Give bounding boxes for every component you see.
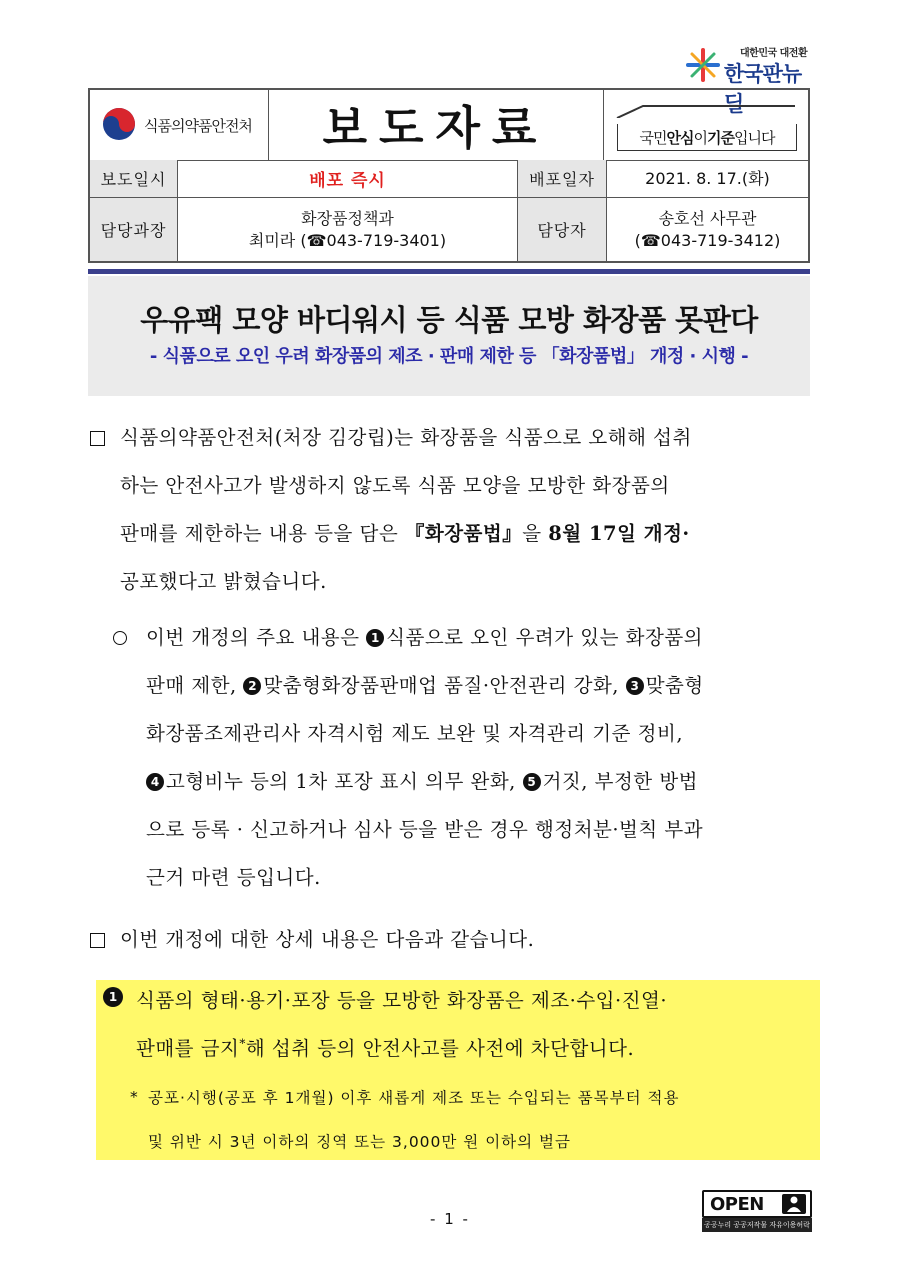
p1-line-3	[120, 518, 690, 546]
footnote-marker: *	[239, 1036, 246, 1051]
item-1-number	[103, 985, 125, 1008]
person-label: 담당자	[518, 198, 607, 261]
headline-block	[88, 276, 810, 396]
p2-line-1-post: 식품으로 오인 우려가 있는 화장품의	[386, 626, 704, 649]
slogan-text	[617, 124, 797, 151]
checkbox-bullet-icon	[90, 431, 105, 446]
p2-line-4-post: 거짓, 부정한 방법	[542, 770, 699, 793]
manager-label: 담당과장	[90, 198, 178, 261]
person-info	[607, 198, 808, 261]
release-value: 배포 즉시	[178, 160, 518, 198]
newdeal-logo	[686, 44, 816, 116]
newdeal-big-text: 한국판뉴딜	[724, 62, 802, 116]
attribution-person-icon	[782, 1194, 806, 1214]
p2-line-2-mid: 맞춤형화장품판매업 품질·안전관리 강화,	[263, 674, 626, 697]
number-2-icon: 2	[243, 677, 261, 695]
footnote-line-1: 공포·시행(공포 후 1개월) 이후 새롭게 제조 또는 수입되는 품목부터 적용	[148, 1089, 680, 1107]
person-name: 송호선 사무관	[658, 208, 757, 228]
amendment-date: 8월 17일 개정·	[548, 522, 690, 545]
p2-line-6: 근거 마련 등입니다.	[146, 866, 321, 889]
p1-line-4: 공포했다고 밝혔습니다.	[120, 570, 327, 593]
manager-info	[178, 198, 518, 261]
header-title-row	[90, 90, 808, 161]
badge-top	[702, 1190, 812, 1218]
item-1-line-1: 식품의 형태·용기·포장 등을 모방한 화장품은 제조·수입·진열·	[136, 989, 668, 1012]
p2-line-1-pre: 이번 개정의 주요 내용은	[146, 626, 367, 649]
date-value: 2021. 8. 17.(화)	[607, 160, 808, 198]
divider	[603, 90, 604, 160]
number-3-icon: 3	[626, 677, 644, 695]
item-1-line-2-post: 해 섭취 등의 안전사고를 사전에 차단합니다.	[245, 1037, 635, 1060]
p2-line-2-pre: 판매 제한,	[146, 674, 244, 697]
item-1-line-2	[136, 1033, 634, 1061]
footnote-line-2: 및 위반 시 3년 이하의 징역 또는 3,000만 원 이하의 벌금	[148, 1133, 571, 1151]
p2-line-4	[146, 766, 698, 794]
open-label: OPEN	[710, 1194, 764, 1215]
p1-line-3-mid: 을	[522, 522, 549, 545]
headline-rule	[88, 269, 810, 274]
page-number: - 1 -	[430, 1210, 470, 1228]
number-1-icon: 1	[366, 629, 384, 647]
number-4-icon: 4	[146, 773, 164, 791]
slogan-mid: 이	[693, 128, 707, 147]
agency-name: 식품의약품안전처	[144, 117, 252, 135]
p1-line-2: 하는 안전사고가 발생하지 않도록 식품 모양을 모방한 화장품의	[120, 474, 670, 497]
person-contact: (☎043-719-3412)	[634, 230, 781, 250]
government-emblem-icon	[102, 107, 136, 141]
p1-line-1: 식품의약품안전처(처장 김강립)는 화장품을 식품으로 오해해 섭취	[120, 426, 692, 449]
number-1-icon: 1	[103, 987, 123, 1007]
document-title: 보도자료	[322, 101, 549, 155]
manager-contact: 최미라 (☎043-719-3401)	[248, 230, 447, 250]
p1-line-3-pre: 판매를 제한하는 내용 등을 담은	[120, 522, 405, 545]
headline: 우유팩 모양 바디워시 등 식품 모방 화장품 못판다	[140, 303, 758, 337]
slogan-bold1: 안심	[666, 128, 694, 147]
date-label: 배포일자	[518, 160, 607, 198]
newdeal-star-icon	[686, 48, 720, 82]
footnote-mark: *	[130, 1088, 139, 1106]
roof-icon	[613, 104, 799, 118]
p3-line-1: 이번 개정에 대한 상세 내용은 다음과 같습니다.	[120, 928, 535, 951]
newdeal-small-text: 대한민국 대전환	[740, 48, 808, 59]
number-5-icon: 5	[523, 773, 541, 791]
p2-line-2-post: 맞춤형	[645, 674, 704, 697]
p2-line-1	[146, 622, 703, 650]
badge-caption: 공공누리 공공저작물 자유이용허락	[702, 1218, 812, 1232]
checkbox-bullet-icon	[90, 933, 105, 948]
item-1-line-2-pre: 판매를 금지	[136, 1037, 240, 1060]
kogl-open-badge	[702, 1190, 814, 1232]
press-header-table	[88, 88, 810, 263]
circle-bullet-icon	[113, 631, 127, 645]
manager-dept: 화장품정책과	[301, 208, 394, 228]
p2-line-5: 으로 등록 · 신고하거나 심사 등을 받은 경우 행정처분·벌칙 부과	[146, 818, 704, 841]
slogan-pre: 국민	[639, 128, 667, 147]
p2-line-4-mid: 고형비누 등의 1차 포장 표시 의무 완화,	[166, 770, 523, 793]
law-name: 『화장품법』	[404, 522, 523, 545]
p2-line-3: 화장품조제관리사 자격시험 제도 보완 및 자격관리 기준 정비,	[146, 722, 684, 745]
slogan-bold2: 기준	[707, 128, 734, 147]
slogan	[613, 104, 799, 152]
release-label: 보도일시	[90, 160, 178, 198]
subheadline: - 식품으로 오인 우려 화장품의 제조 · 판매 제한 등 「화장품법」 개정 · 시행 -	[149, 346, 749, 367]
p2-line-2	[146, 670, 704, 698]
slogan-post: 입니다	[733, 128, 775, 147]
